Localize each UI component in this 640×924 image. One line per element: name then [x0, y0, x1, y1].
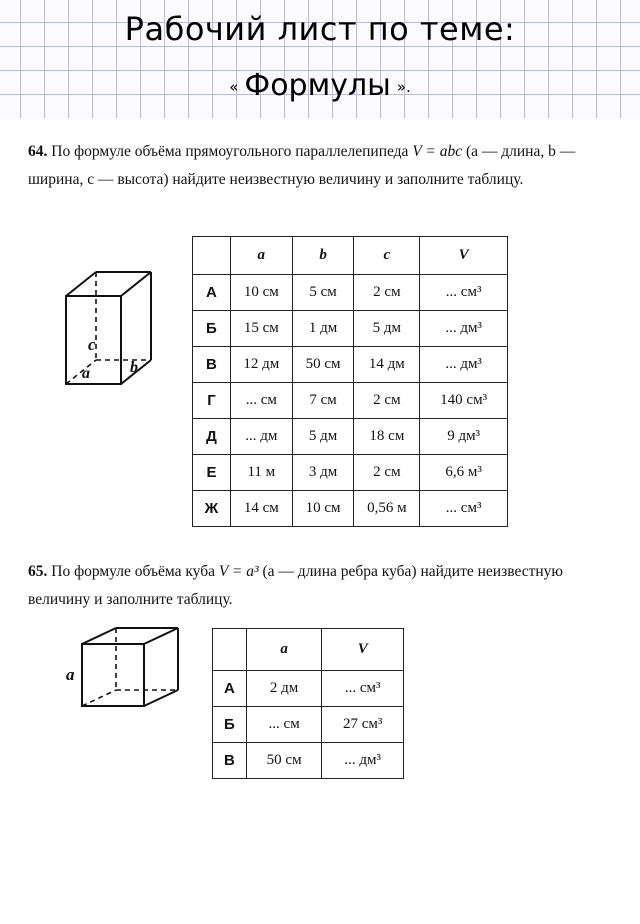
table-cell: 5 дм	[292, 419, 354, 455]
cube-label-a: a	[66, 665, 75, 684]
worksheet-document	[0, 118, 640, 924]
table-row	[213, 707, 404, 743]
figure-label-b: b	[130, 359, 138, 376]
table-cell: 9 дм³	[420, 419, 508, 455]
table-cell: 7 см	[292, 383, 354, 419]
figure-label-c: c	[88, 335, 96, 354]
table-row	[213, 743, 404, 779]
table-cell: 2 см	[354, 275, 420, 311]
table-cell: ... см³	[420, 491, 508, 527]
table-cell: 50 см	[292, 347, 354, 383]
table-cell: ... дм³	[420, 347, 508, 383]
task-64-number: 64.	[28, 143, 48, 160]
table-cell: ... дм	[230, 419, 292, 455]
table-row	[193, 419, 508, 455]
task-64-table	[192, 236, 508, 527]
table-cell: 5 см	[292, 275, 354, 311]
task-64-formula: V = abc	[412, 143, 463, 160]
table-cell: 2 см	[354, 455, 420, 491]
row-label: Е	[193, 455, 231, 491]
table-header-row	[213, 629, 404, 671]
table-cell: 0,56 м	[354, 491, 420, 527]
task-65-text-after: (a — длина ребра куба) найдите неизвестную величину и заполните таблицу.	[28, 563, 563, 608]
table-cell: 15 см	[230, 311, 292, 347]
page-subtitle	[0, 68, 640, 103]
row-label: А	[213, 671, 247, 707]
table-cell: ... см	[230, 383, 292, 419]
column-header-a: a	[246, 629, 322, 671]
column-header-v: V	[322, 629, 404, 671]
table-cell: ... см	[246, 707, 322, 743]
table-corner-cell	[213, 629, 247, 671]
row-label: Д	[193, 419, 231, 455]
table-cell: 27 см³	[322, 707, 404, 743]
table-cell: 14 см	[230, 491, 292, 527]
task-64-text-after: (a — длина, b — ширина, c — высота) найдите неизвестную величину и заполните таблицу.	[28, 143, 576, 188]
task-65-table	[212, 628, 404, 779]
column-header-a: a	[230, 237, 292, 275]
table-cell: 2 дм	[246, 671, 322, 707]
row-label: В	[213, 743, 247, 779]
table-cell: 18 см	[354, 419, 420, 455]
table-cell: 14 дм	[354, 347, 420, 383]
table-row	[193, 347, 508, 383]
table-row	[193, 311, 508, 347]
column-header-c: c	[354, 237, 420, 275]
column-header-v: V	[420, 237, 508, 275]
table-header-row	[193, 237, 508, 275]
topic-title: Формулы	[244, 68, 391, 103]
quote-close: ».	[396, 77, 411, 96]
table-cell: ... см³	[322, 671, 404, 707]
task-65-formula: V = a³	[218, 563, 259, 580]
table-cell: 2 см	[354, 383, 420, 419]
table-row	[193, 275, 508, 311]
page-title: Рабочий лист по теме:	[124, 10, 516, 48]
row-label: Б	[193, 311, 231, 347]
table-cell: 12 дм	[230, 347, 292, 383]
table-corner-cell	[193, 237, 231, 275]
table-cell: 11 м	[230, 455, 292, 491]
table-cell: 50 см	[246, 743, 322, 779]
table-cell: 10 см	[292, 491, 354, 527]
row-label: А	[193, 275, 231, 311]
table-cell: 5 дм	[354, 311, 420, 347]
task-64-text	[28, 138, 618, 194]
table-cell: 3 дм	[292, 455, 354, 491]
task-64-text-before: По формуле объёма прямоугольного параллелепипеда	[51, 143, 409, 160]
figure-label-a: a	[82, 365, 90, 382]
table-row	[193, 383, 508, 419]
task-65-number: 65.	[28, 563, 48, 580]
column-header-b: b	[292, 237, 354, 275]
table-cell: ... дм³	[420, 311, 508, 347]
quote-open: «	[229, 77, 239, 96]
task-65-text	[28, 558, 618, 614]
cube-figure	[60, 624, 190, 714]
table-cell: 1 дм	[292, 311, 354, 347]
row-label: В	[193, 347, 231, 383]
table-cell: 140 см³	[420, 383, 508, 419]
table-cell: 10 см	[230, 275, 292, 311]
row-label: Б	[213, 707, 247, 743]
row-label: Г	[193, 383, 231, 419]
table-row	[193, 491, 508, 527]
row-label: Ж	[193, 491, 231, 527]
table-cell: ... дм³	[322, 743, 404, 779]
parallelepiped-figure	[56, 266, 176, 396]
table-cell: ... см³	[420, 275, 508, 311]
grid-paper-header	[0, 0, 640, 118]
table-cell: 6,6 м³	[420, 455, 508, 491]
table-row	[193, 455, 508, 491]
task-65-text-before: По формуле объёма куба	[51, 563, 215, 580]
table-row	[213, 671, 404, 707]
